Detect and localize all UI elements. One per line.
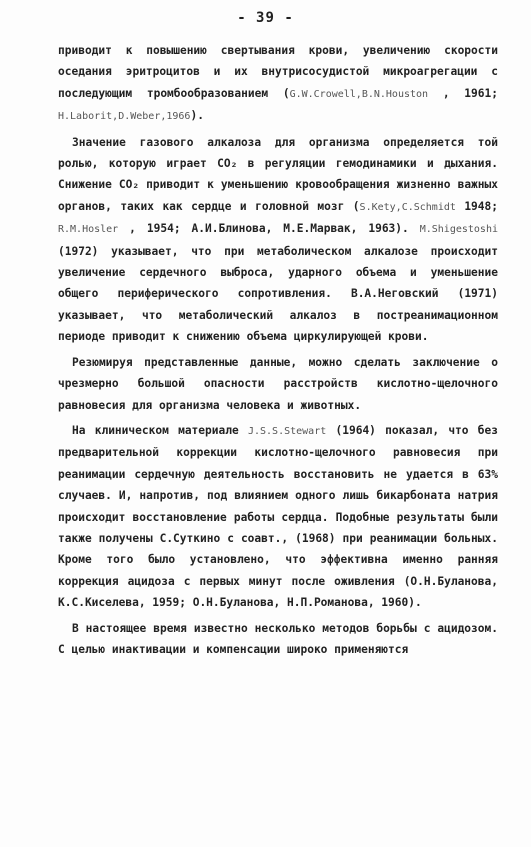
latin-citation: J.S.S.Stewart: [247, 425, 327, 437]
page-number: - 39 -: [237, 10, 294, 26]
text-run: Резюмируя представленные данные, можно сделать заключение о чрезмерно большой опасности расстройств кислотно-щелочного равновесия для организма человека и животных.: [58, 355, 498, 412]
latin-citation: M.Shigestoshi: [419, 224, 498, 236]
paragraph: [58, 618, 498, 661]
body-text: [58, 40, 498, 660]
text-run: (1972) указывает, что при метаболическом алкалозе происходит увеличение сердечного выброса, ударного объема и уменьшение общего периферического сопротивления. В.А.Неговский (1971) указывает, что метаболический алкалоз в постреанимационном периоде приводит к снижению объема циркулирующей крови.: [58, 244, 498, 344]
paragraph: [58, 420, 498, 614]
text-run: , 1954; А.И.Блинова, М.Е.Марвак, 1963).: [118, 222, 420, 236]
paragraph: [58, 40, 498, 128]
text-run: 1948;: [455, 199, 498, 213]
text-run: , 1961;: [428, 86, 498, 100]
latin-citation: R.M.Hosler: [58, 224, 119, 236]
text-run: ).: [190, 109, 204, 123]
text-run: В настоящее время известно несколько методов борьбы с ацидозом. С целью инактивации и компенсации широко применяются: [58, 621, 498, 656]
text-run: приводит к повышению свертывания крови, увеличению скорости оседания эритроцитов и их внутрисосудистой микроагрегации с последующим тромбообразованием (: [58, 44, 498, 100]
latin-citation: H.Laborit,D.Weber,1966: [58, 111, 191, 123]
text-run: На клиническом материале: [72, 423, 248, 437]
latin-citation: S.Kety,C.Schmidt: [359, 201, 456, 213]
latin-citation: G.W.Crowell,B.N.Houston: [289, 88, 429, 100]
text-run: Значение газового алкалоза для организма определяется той ролью, которую играет CO₂ в регуляции гемодинамики и дыхания. Снижение CO₂ приводит к уменьшению кровообращения жизненно важных органов, таких как сердце и головной мозг (: [58, 135, 498, 213]
text-run: (1964) показал, что без предварительной коррекции кислотно-щелочного равновесия при реанимации сердечную деятельность восстановить не удается в 63% случаев. И, напротив, под влиянием одного лишь бикарбоната натрия происходит восстановление работы сердца. Подобные результаты были также получены С.Суткино с соавт., (1968) при реанимации больных. Кроме того было установлено, что эффективна именно ранняя коррекция ацидоза с первых минут после оживления (О.Н.Буланова, К.С.Киселева, 1959; О.Н.Буланова, Н.П.Романова, 1960).: [58, 423, 498, 610]
paragraph: [58, 132, 498, 348]
paragraph: [58, 352, 498, 416]
